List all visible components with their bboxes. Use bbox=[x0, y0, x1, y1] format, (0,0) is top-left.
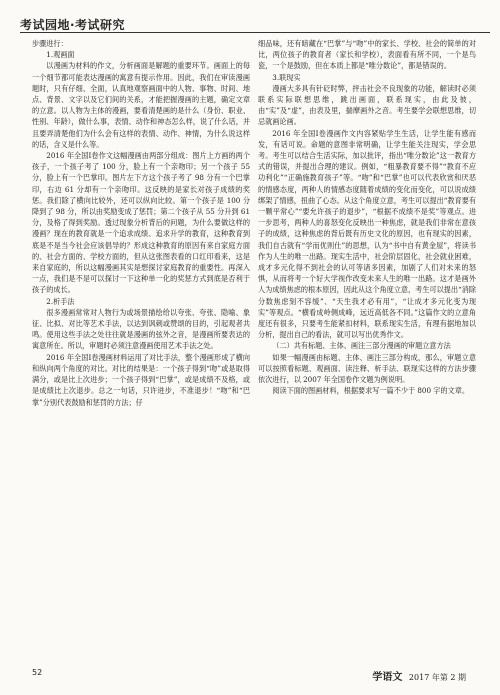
page-header bbox=[10, 6, 490, 34]
journal-info bbox=[372, 668, 466, 683]
paragraph: 漫画大多具有针砭时弊，抨击社会不良现象的功能，解读时必须联系实际联想思维，跳出画面，联系现实，由此及彼，由“实”及“虚”，由表及里，揣摩画外之音。考生要学会联想思维，切忌就画论画。 bbox=[258, 83, 476, 127]
paragraph: （二）共有标题、主体、画注三部分漫画的审题立意方法 bbox=[272, 341, 451, 351]
header-rule bbox=[20, 32, 490, 33]
page-footer bbox=[32, 668, 466, 684]
paragraph: 2016 年全国Ⅰ卷漫画材料运用了对比手法，整个漫画形成了横向和纵向两个角度的对比。对比的结果是：一个孩子得到“吻”或是取得满分，或是比上次进步；一个孩子得到“巴掌”，或是成绩不及格，或是成绩比上次退步。总之一句话，只许进步，不准退步！“吻”和“巴掌”分别代表鼓励和惩罚的方法；仔 bbox=[32, 352, 250, 407]
paragraph: 2016 年全国Ⅰ卷漫画作文内容紧贴学生生活，让学生能有感而发，有话可说。命题的意图非常明确，让学生能关注现实，学会思考。考生可以结合生活实际，加以批评，指出“唯分数论”这一教育方式的错误，并提出合理的建议。例如，“粗暴教育要不得”“教育不应功利化”“正确施教育孩子”等。“吻”和“巴掌”也可以代表欣赏和厌恶的情感态度，两种人的情感态度随着成绩的变化而变化，可以说成绩绑架了情感，扭曲了心态。从这个角度立意，考生可以提出“教育要有一颗平常心”“要允许孩子的退步”，“根据不成绩不是奖”等观点。进一步思考，两种人的喜怒变化反映出一种焦虑，就是我们非常在意孩子的成绩，这种焦虑的背后既有历史文化的原因，也有现实的因素，我们自古就有“学而优则仕”的思想，认为“书中自有黄金屋”，将读书作为人生的唯一出路。现实生活中，社会阶层固化，社会就业困难，成才多元化得不到社会的认可等诸多因素，加剧了人们对未来的怒惧，从而将考一个好大学视作改变未来人生的唯一出路。这才是画外人为成绩焦虑的根本原因，因此从这个角度立意，考生可以提出“消除分数焦虑刻不容缓”、“天生我才必有用”，“让成才多元化变为现实”等观点。“横看成岭侧成峰，远近高低各不同。”这篇作文的立意角度还有很多，只要考生能紧扣材料，联系现实生活，有理有据地加以分析，提出自己的看法，就可以写出优秀作文。 bbox=[258, 128, 476, 340]
left-column bbox=[32, 38, 250, 408]
paragraph: 步骤进行： bbox=[32, 39, 68, 48]
journal-logo: 学语文 bbox=[372, 672, 403, 683]
paragraph: 很多漫画常常对人物行为或场景描绘给以夸张、夸张、隐喻、象征、比拟、对比等艺术手法，以达到讽刺或赞颂的目的，引起观者共鸣。使用这些手法之处往往就是漫画的弦外之音，是漫画所要表达的寓意所在。所以，审题时必须注意漫画使用艺术手法之处。 bbox=[32, 307, 250, 351]
paragraph: 如果一幅漫画由标题、主体、画注三部分构成，那么，审题立意可以按照看标题、观画面、读注释、析手法、联现实这样的方法步骤依次进行，以 2007 年全国卷作文题为例说明。 bbox=[258, 352, 476, 385]
paragraph: 2016 年全国Ⅰ卷作文这幅漫画由两部分组成：图片上方画的两个孩子，一个孩子考了 100 分，脸上有一个亲吻印；另一个孩子 55 分，脸上有一个巴掌印。图片左下方这个孩子考了 98 分有一个巴掌印，右边 61 分却有一个亲吻印。这反映的是家长对孩子成绩的奖惩。我们除了横向比较外，还可以纵向比较。第一个孩子是 100 分降到了 98 分，所以由奖励变成了惩罚；第二个孩子从 55 分升到 61 分，及格了得到奖励。透过现象分析背后的问题，为什么要做这样的漫画？现在的教育就是一个追求成绩、追求升学的教育，这种教育到底是不是当今社会应该倡导的？形成这种教育的原因有来自家庭方面的、社会方面的、学校方面的，但从这张图表看的口红印看来，这是来自家庭的，所以这幅漫画其实是想探讨家庭教育的重要性。再深入一点，我们是不是可以探讨一下这种单一化的奖惩方式到底是否利于孩子的成长。 bbox=[32, 151, 250, 295]
paragraph: 阅读下面的图画材料，根据要求写一篇不少于 800 字的文章。 bbox=[272, 386, 469, 396]
page-number: 52 bbox=[32, 668, 43, 677]
section-heading: 2.析手法 bbox=[46, 296, 75, 306]
paragraph: 以漫画为材料的作文，分析画面是解题的重要环节。画面上的每一个细节都可能表达漫画的寓意有提示作用。因此，我们在审读漫画题时，只有仔细、全面，认真地观察画面中的人物、事物、时间、地点、背景、文字以及它们间的关系，才能把握漫画的主题，确定文章的立意。以人物为主体的漫画，要看清楚画的是什么（身份、职业、性别、年龄），做什么事，表情、动作和神态怎么样，说了什么话，并且要弄清楚他们为什么会有这样的表情、动作、神情，为什么说这样的话，含义是什么等。 bbox=[32, 61, 250, 149]
right-column bbox=[258, 38, 476, 397]
section-heading: 3.联现实 bbox=[272, 72, 301, 82]
section-title: 考试园地·考试研究 bbox=[20, 18, 126, 32]
section-heading: 1.观画面 bbox=[46, 50, 75, 60]
paragraph: 细品味，还有暗藏在“巴掌”与“吻”中的家长、学校、社会的简单的对比，两位孩子的教育者（家长和学校），表面看有所不同，一个是鸟瓷，一个是鼓励，但在本质上都是“唯分数论”，都是错误的。 bbox=[258, 39, 476, 71]
journal-issue: 2017 年第 2 期 bbox=[408, 673, 466, 682]
